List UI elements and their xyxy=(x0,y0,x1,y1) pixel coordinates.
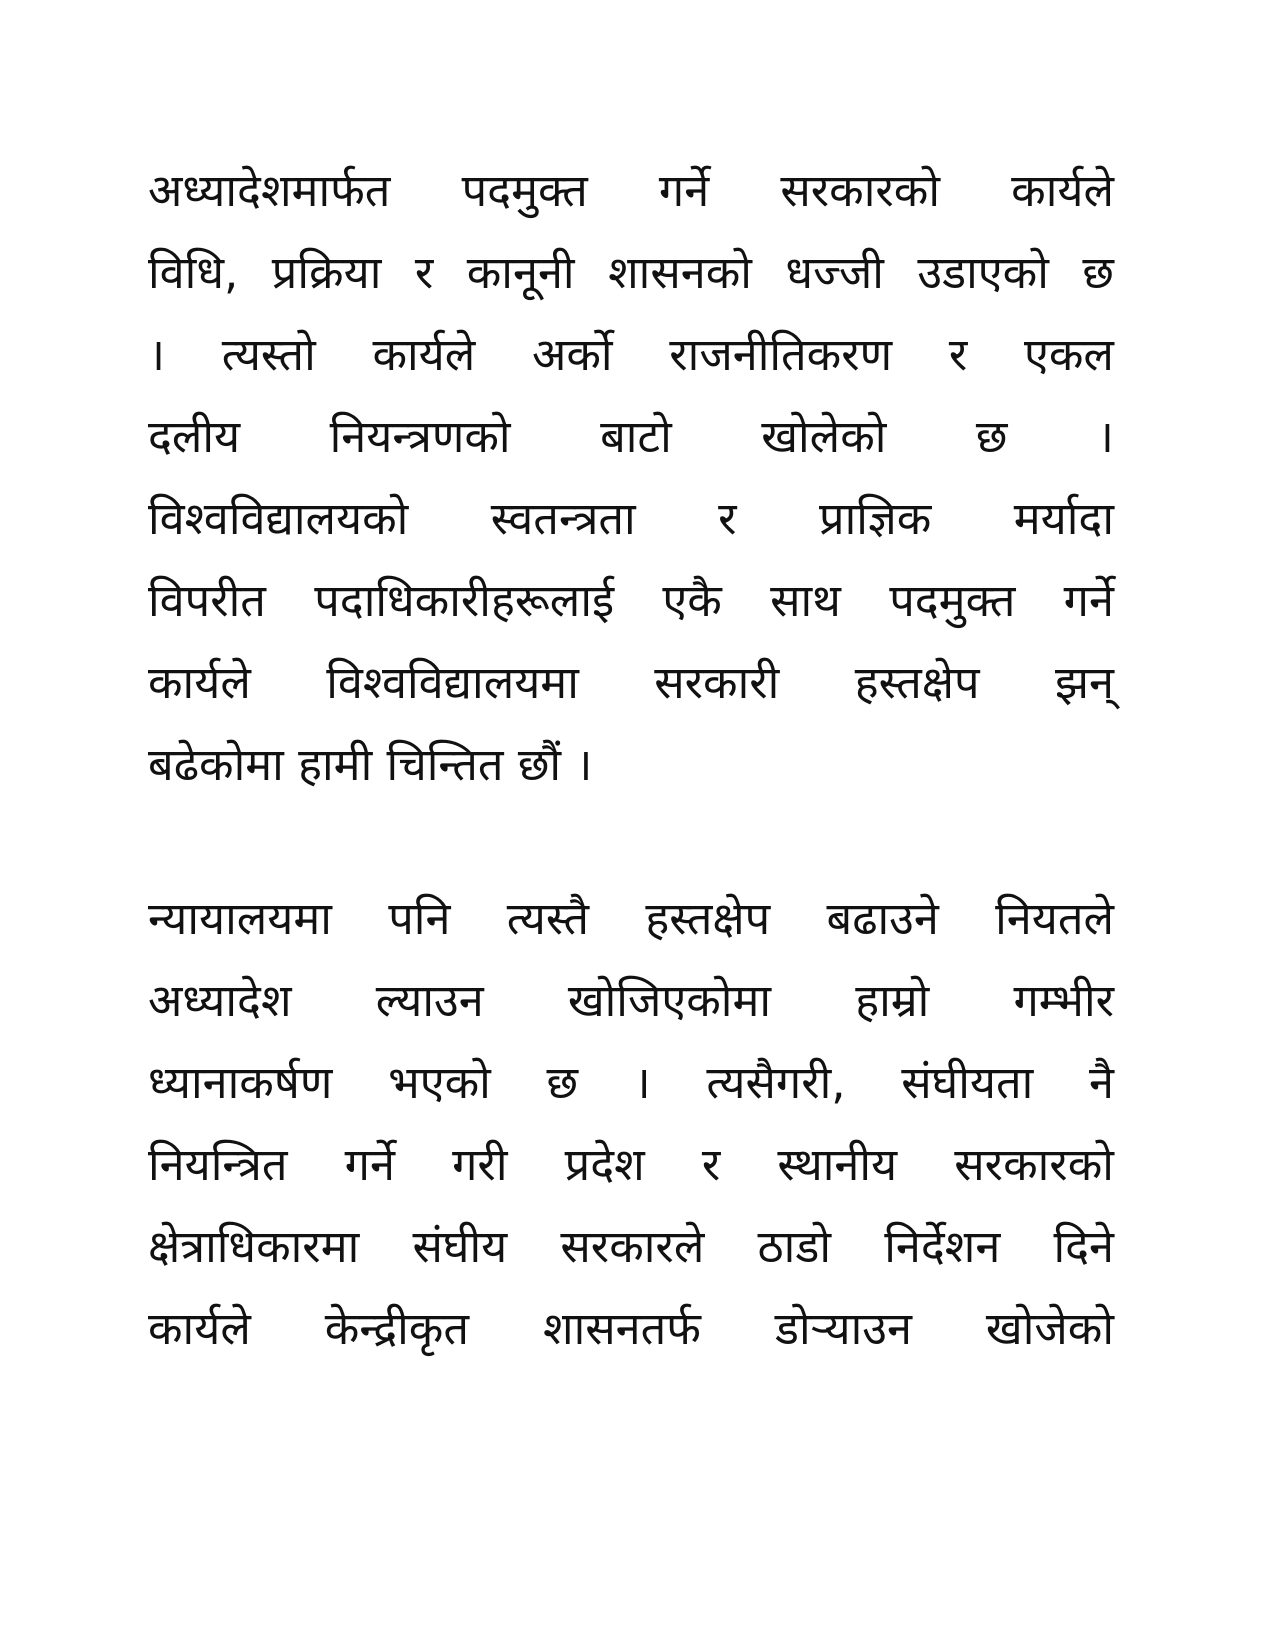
word: त्यसैगरी, xyxy=(706,1056,846,1109)
word: भएको xyxy=(388,1056,491,1109)
word: स्थानीय xyxy=(777,1138,898,1191)
word: गम्भीर xyxy=(1013,974,1114,1027)
text-line xyxy=(148,1124,1114,1206)
word: शासनको xyxy=(608,246,752,299)
word: राजनीतिकरण xyxy=(669,328,893,381)
text-line xyxy=(148,1288,1114,1370)
word: पदमुक्त xyxy=(889,574,1016,627)
word: छ xyxy=(546,1056,578,1109)
word: सरकारको xyxy=(954,1138,1114,1191)
word: र xyxy=(948,328,968,381)
word: गर्ने xyxy=(344,1138,395,1191)
word: ध्यानाकर्षण xyxy=(148,1056,333,1109)
word: स्वतन्त्रता xyxy=(490,492,636,545)
word: विधि, xyxy=(148,246,239,299)
word: क्षेत्राधिकारमा xyxy=(148,1220,360,1273)
word: प्राज्ञिक xyxy=(819,492,932,545)
word: ल्याउन xyxy=(375,974,484,1027)
word: झन् xyxy=(1054,656,1114,709)
word: संघीय xyxy=(412,1220,508,1273)
word: नियतले xyxy=(995,892,1114,945)
word: दिने xyxy=(1053,1220,1114,1273)
word: हस्तक्षेप xyxy=(854,656,980,709)
word: प्रदेश xyxy=(564,1138,645,1191)
word: कानूनी xyxy=(466,246,575,299)
text-line xyxy=(148,642,1114,724)
word: हाम्रो xyxy=(855,974,930,1027)
word: अर्को xyxy=(531,328,613,381)
paragraph-2 xyxy=(148,878,1114,1370)
text-line xyxy=(148,478,1114,560)
word: गरी xyxy=(452,1138,508,1191)
word: मर्यादा xyxy=(1013,492,1114,545)
word: दलीय xyxy=(148,410,241,463)
text-line xyxy=(148,1206,1114,1288)
word: केन्द्रीकृत xyxy=(324,1302,470,1355)
word: छ xyxy=(975,410,1008,463)
word: पदाधिकारीहरूलाई xyxy=(314,574,615,627)
word: र xyxy=(718,492,737,545)
word: साथ xyxy=(770,574,841,627)
text-line xyxy=(148,314,1114,396)
text-line xyxy=(148,396,1114,478)
word: बाटो xyxy=(600,410,672,463)
text-line xyxy=(148,232,1114,314)
word: धज्जी xyxy=(785,246,884,299)
text-line xyxy=(148,1042,1114,1124)
word: विश्वविद्यालयमा xyxy=(326,656,579,709)
text-line xyxy=(148,878,1114,960)
word: एकै xyxy=(662,574,722,627)
word: प्रक्रिया xyxy=(271,246,382,299)
word: विपरीत xyxy=(148,574,266,627)
word: खोजेको xyxy=(985,1302,1114,1355)
word: ठाडो xyxy=(757,1220,832,1273)
word: हस्तक्षेप xyxy=(645,892,771,945)
word: त्यस्तो xyxy=(221,328,316,381)
word: डोऱ्याउन xyxy=(774,1302,912,1355)
paragraph-1 xyxy=(148,150,1114,806)
word: । xyxy=(148,328,166,381)
word: अध्यादेशमार्फत xyxy=(148,164,391,217)
word: संघीयता xyxy=(901,1056,1034,1109)
word: पदमुक्त xyxy=(461,164,588,217)
word: छ xyxy=(1082,246,1114,299)
word: अध्यादेश xyxy=(148,974,292,1027)
word: सरकारको xyxy=(780,164,941,217)
word: खोलेको xyxy=(761,410,887,463)
word: उडाएको xyxy=(917,246,1049,299)
word: गर्ने xyxy=(658,164,710,217)
word: त्यस्तै xyxy=(506,892,590,945)
text-line xyxy=(148,960,1114,1042)
text-line xyxy=(148,560,1114,642)
word: खोजिएकोमा xyxy=(567,974,772,1027)
word: गर्ने xyxy=(1063,574,1114,627)
word: सरकारले xyxy=(560,1220,705,1273)
text-line-last: बढेकोमा हामी चिन्तित छौं । xyxy=(148,738,593,791)
word: र xyxy=(701,1138,721,1191)
word: कार्यले xyxy=(148,1302,251,1355)
word: निर्देशन xyxy=(884,1220,1001,1273)
word: एकल xyxy=(1023,328,1114,381)
word: । xyxy=(1096,410,1114,463)
word: सरकारी xyxy=(654,656,780,709)
word: बढाउने xyxy=(826,892,939,945)
word: कार्यले xyxy=(148,656,251,709)
word: नियन्त्रित xyxy=(148,1138,288,1191)
word: नियन्त्रणको xyxy=(329,410,511,463)
word: र xyxy=(414,246,434,299)
word: विश्वविद्यालयको xyxy=(148,492,409,545)
word: । xyxy=(633,1056,651,1109)
text-line xyxy=(148,150,1114,232)
word: नै xyxy=(1088,1056,1114,1109)
word: न्यायालयमा xyxy=(148,892,332,945)
word: पनि xyxy=(388,892,451,945)
word: शासनतर्फ xyxy=(542,1302,701,1355)
word: कार्यले xyxy=(372,328,476,381)
word: कार्यले xyxy=(1011,164,1114,217)
